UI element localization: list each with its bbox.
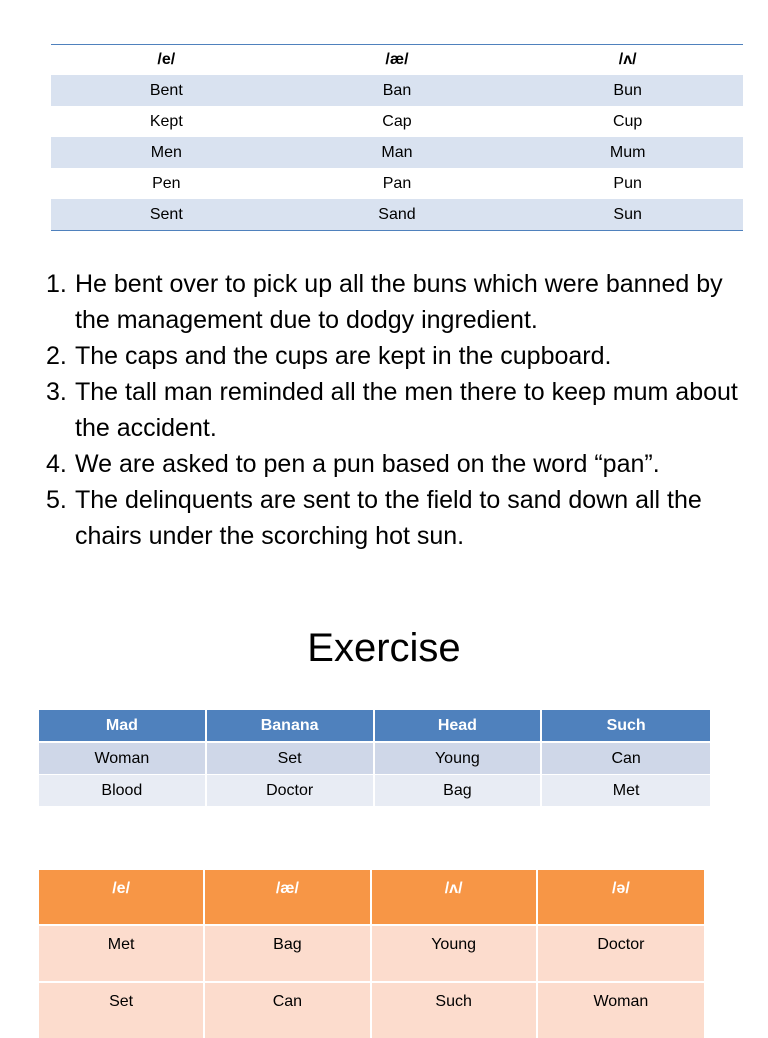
table-row: [51, 106, 743, 137]
list-item: [0, 482, 768, 554]
sentence-text: The delinquents are sent to the field to sand down all the chairs under the scorching hot sun.: [75, 486, 702, 550]
table-header-row: [39, 710, 710, 743]
sentence-text: The tall man reminded all the men there to keep mum about the accident.: [75, 378, 738, 442]
list-number: 5.: [46, 486, 67, 514]
list-number: 4.: [46, 450, 67, 478]
table-cell: Sent: [51, 199, 282, 231]
table-cell: Young: [372, 926, 538, 983]
list-number: 3.: [46, 378, 67, 406]
table-cell: Bag: [375, 775, 543, 806]
list-item: [0, 374, 768, 446]
table-cell: Ban: [282, 75, 513, 106]
table-cell: Men: [51, 137, 282, 168]
table-cell: Pen: [152, 175, 181, 192]
table-cell: Kept: [149, 113, 183, 130]
column-header: /e/: [157, 51, 176, 68]
list-item: [0, 446, 768, 482]
table-cell: Cup: [612, 113, 643, 130]
table-header-row: [39, 870, 704, 926]
sentence-text: We are asked to pen a pun based on the word “pan”.: [75, 450, 660, 478]
table-cell: Bent: [51, 75, 282, 106]
table-cell: Young: [375, 743, 543, 775]
table-cell: Set: [39, 983, 205, 1038]
table-cell: Mum: [512, 137, 743, 168]
table-cell: Met: [542, 775, 710, 806]
table-cell: Can: [205, 983, 371, 1038]
table-row: [51, 199, 743, 231]
table-row: [39, 926, 704, 983]
table-cell: Doctor: [538, 926, 704, 983]
list-number: 2.: [46, 342, 67, 370]
list-item: [0, 266, 768, 338]
table-row: [51, 75, 743, 106]
column-header: /æ/: [205, 870, 371, 926]
table-cell: Cap: [382, 113, 412, 130]
table-cell: Sand: [282, 199, 513, 231]
column-header: Mad: [39, 710, 207, 743]
table-header-row: [51, 45, 743, 76]
column-header: Banana: [207, 710, 375, 743]
column-header: /ʌ/: [372, 870, 538, 926]
table-cell: Bag: [205, 926, 371, 983]
vowel-minimal-pairs-table: [51, 44, 743, 231]
example-sentences-list: [0, 266, 768, 554]
exercise-answer-table: [39, 870, 704, 1038]
table-cell: Pun: [613, 175, 642, 192]
table-row: [39, 983, 704, 1038]
table-cell: Man: [282, 137, 513, 168]
exercise-word-table: [39, 710, 710, 806]
table-row: [39, 775, 710, 806]
list-item: [0, 338, 768, 374]
column-header: /ʌ/: [618, 51, 637, 68]
table-cell: Such: [372, 983, 538, 1038]
table-cell: Blood: [39, 775, 207, 806]
table-cell: Doctor: [207, 775, 375, 806]
table-cell: Set: [207, 743, 375, 775]
table-cell: Woman: [538, 983, 704, 1038]
table-cell: Pan: [382, 175, 412, 192]
column-header: Such: [542, 710, 710, 743]
table-row: [39, 743, 710, 775]
sentence-text: The caps and the cups are kept in the cupboard.: [75, 342, 612, 370]
table-cell: Bun: [512, 75, 743, 106]
table-cell: Met: [39, 926, 205, 983]
table-cell: Can: [542, 743, 710, 775]
table-row: [51, 137, 743, 168]
column-header: /e/: [39, 870, 205, 926]
column-header: Head: [375, 710, 543, 743]
column-header: /æ/: [385, 51, 409, 68]
table-cell: Sun: [512, 199, 743, 231]
exercise-heading: Exercise: [307, 626, 461, 670]
table-cell: Woman: [39, 743, 207, 775]
table-row: [51, 168, 743, 199]
column-header: /ə/: [538, 870, 704, 926]
sentence-text: He bent over to pick up all the buns which were banned by the management due to dodgy ingredient.: [75, 270, 723, 334]
list-number: 1.: [46, 270, 67, 298]
